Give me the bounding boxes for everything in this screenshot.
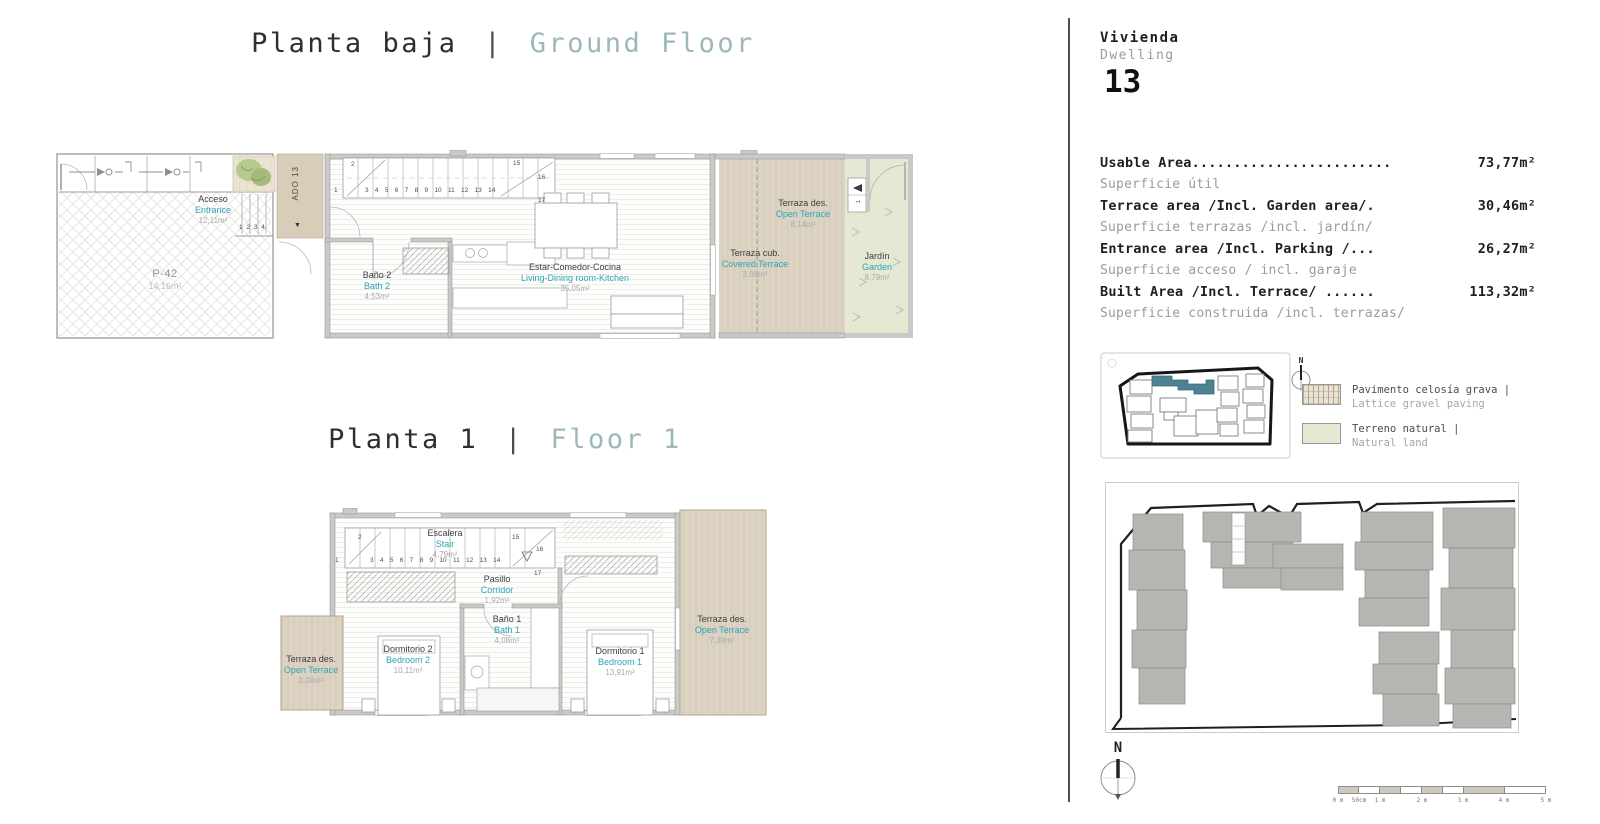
dwelling-number: 13: [1104, 64, 1142, 100]
area-sublabel: Superficie útil: [1100, 176, 1221, 192]
stair-number: 17: [538, 197, 546, 204]
sofa: [611, 296, 683, 328]
area-label: Terrace area /Incl. Garden area/.: [1100, 198, 1375, 214]
entry-step-numbers: 1 2 3 4: [239, 224, 265, 231]
natural-land-swatch: [1302, 423, 1341, 444]
stair-numbers-run: 3 4 5 6 7 8 9 10 11 12 13 14: [370, 557, 501, 564]
garden-step-number: 2: [856, 186, 862, 190]
area-row: [1100, 241, 1536, 263]
stair-number: 15: [512, 534, 520, 541]
room-label-corridor: Pasillo Corridor 1,92m²: [480, 574, 514, 605]
f1-terrace-right: [680, 510, 766, 715]
area-label: Usable Area........................: [1100, 155, 1392, 171]
ground-title-en: Ground Floor: [529, 28, 755, 59]
room-label-open-terrace: Terraza des. Open Terrace 8,14m²: [775, 198, 831, 229]
scale-label: 50cm: [1351, 797, 1367, 804]
legend-item-natural: Terreno natural | Natural land: [1302, 422, 1459, 450]
room-label-stair: Escalera Stair 4,79m²: [427, 528, 463, 559]
ado-strip: [277, 154, 323, 274]
floor1-title-es: Planta 1: [328, 424, 479, 455]
stair-number: 1: [335, 557, 339, 564]
ado-arrow-icon: ▼: [294, 222, 301, 229]
room-label-bath2: Baño 2 Bath 2 4,53m²: [362, 270, 392, 301]
ground-title-es: Planta baja: [251, 28, 458, 59]
ground-floor-title: [251, 28, 755, 59]
dining-table: [535, 193, 617, 258]
title-separator: |: [504, 424, 524, 455]
room-label-terrace-left: Terraza des. Open Terrace 3,08m²: [283, 654, 339, 685]
stair-numbers-run: 3 4 5 6 7 8 9 10 11 12 13 14: [365, 187, 496, 194]
area-value: 73,77m²: [1477, 155, 1536, 171]
ado-access-label: ADO 13: [291, 166, 300, 201]
shower: [403, 248, 449, 274]
area-row: [1100, 284, 1536, 306]
room-label-bath1: Baño 1 Bath 1 4,08m²: [492, 614, 522, 645]
garden-step-number: 1: [856, 200, 862, 204]
scale-label: 1 m: [1374, 797, 1386, 804]
stair-number: 2: [351, 161, 355, 168]
scale-label: 0 m: [1332, 797, 1344, 804]
ground-floor-plan: [55, 150, 915, 340]
garden-area: [845, 154, 913, 338]
scale-bar: [1338, 786, 1546, 794]
stair-number: 15: [513, 160, 521, 167]
stair-number: 1: [334, 187, 338, 194]
panel-divider: [1068, 18, 1070, 802]
location-minimap: [1100, 352, 1292, 460]
room-label-entrance: Acceso Entrance 12,11m²: [194, 194, 232, 225]
stair-number: 16: [536, 546, 544, 553]
area-label: Built Area /Incl. Terrace/ ......: [1100, 284, 1375, 300]
planter: [233, 156, 275, 192]
scale-label: 5 m: [1540, 797, 1552, 804]
area-value: 30,46m²: [1477, 198, 1536, 214]
area-sublabel: Superficie terrazas /incl. jardín/: [1100, 219, 1373, 235]
area-row: [1100, 155, 1536, 177]
scale-label: 4 m: [1498, 797, 1510, 804]
stair-number: 17: [534, 570, 542, 577]
dwelling-label-en: Dwelling: [1100, 48, 1175, 63]
north-compass-icon: [1096, 736, 1140, 806]
scale-label: 2 m: [1416, 797, 1428, 804]
lattice-paving-swatch: [1302, 384, 1341, 405]
area-value: 113,32m²: [1469, 284, 1536, 300]
room-label-garden: Jardín Garden 8,79m²: [861, 251, 893, 282]
room-label-covered-terrace: Terraza cub. Covered Terrace 3,08m²: [721, 248, 789, 279]
terrace-ground: [715, 154, 845, 338]
site-plan: [1105, 482, 1520, 734]
area-value: 26,27m²: [1477, 241, 1536, 257]
room-label-parking: P-42 14,16m²: [148, 268, 182, 292]
title-separator: |: [484, 28, 503, 59]
svg-text:N: N: [1113, 740, 1123, 756]
dwelling-header: [1100, 30, 1179, 100]
room-label-terrace-right: Terraza des. Open Terrace 7,39m²: [694, 614, 750, 645]
wardrobe-bedroom1: [565, 556, 657, 574]
areas-table: [1100, 155, 1536, 327]
legend-item-lattice: Pavimento celosía grava | Lattice gravel paving: [1302, 383, 1510, 411]
floor1-title-en: Floor 1: [550, 424, 682, 455]
stair-number: 2: [358, 534, 362, 541]
pergola-hatch: [563, 520, 663, 540]
wardrobe-bedroom2: [347, 572, 455, 602]
area-sublabel: Superficie acceso / incl. garaje: [1100, 262, 1357, 278]
area-sublabel: Superficie construida /incl. terrazas/: [1100, 305, 1406, 321]
room-label-living: Estar-Comedor-Cocina Living-Dining room-Kitchen 35,05m²: [520, 262, 630, 293]
room-label-bedroom1: Dormitorio 1 Bedroom 1 13,91m²: [595, 646, 645, 677]
room-label-bedroom2: Dormitorio 2 Bedroom 2 10,11m²: [383, 644, 433, 675]
area-row: [1100, 198, 1536, 220]
area-label: Entrance area /Incl. Parking /...: [1100, 241, 1375, 257]
stair-number: 16: [538, 174, 546, 181]
dwelling-label-es: Vivienda: [1100, 30, 1180, 46]
door-arc: [279, 242, 311, 274]
svg-text:N: N: [1298, 356, 1304, 365]
scale-label: 3 m: [1457, 797, 1469, 804]
floor1-title: [328, 424, 682, 455]
ground-floor-drawing: [55, 150, 915, 340]
floor1-plan: [275, 508, 767, 720]
